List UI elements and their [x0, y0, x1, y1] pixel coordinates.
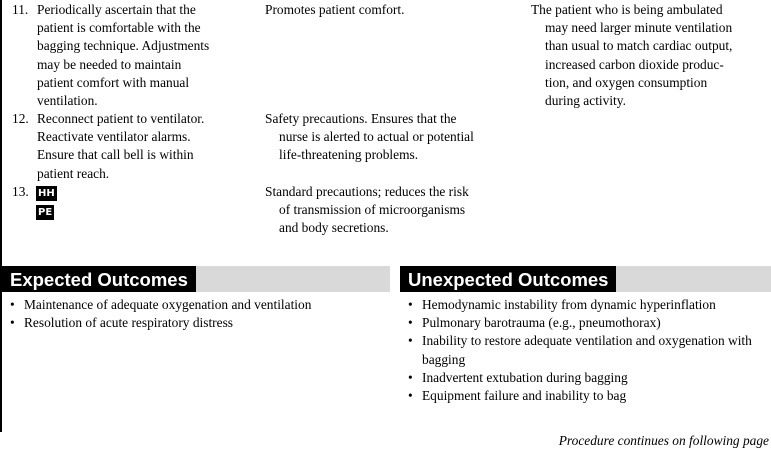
- special-line: The patient who is being ambulated: [531, 2, 723, 17]
- list-item: • Maintenance of adequate oxygenation and ventilation: [9, 296, 389, 314]
- expected-outcomes-header: [2, 266, 390, 292]
- step-rationale: [265, 110, 515, 165]
- step-action-line: Reconnect patient to ventilator.: [37, 111, 205, 126]
- rationale-line: Safety precautions. Ensures that the: [265, 111, 457, 126]
- step-action-line: Reactivate ventilator alarms.: [37, 129, 191, 145]
- step-special-considerations: [531, 1, 771, 110]
- rationale-line: nurse is alerted to actual or potential: [279, 129, 474, 145]
- step-action-line: patient reach.: [37, 165, 110, 181]
- step-action: [12, 183, 252, 221]
- step-action-line: patient comfort with manual: [37, 74, 190, 90]
- step-number: 13.: [12, 184, 29, 199]
- list-item: • Resolution of acute respiratory distress: [9, 314, 389, 332]
- unexpected-outcomes-header: [400, 266, 771, 292]
- list-item: • Hemodynamic instability from dynamic hyperinflation: [407, 296, 769, 314]
- step-action-line: patient is comfortable with the: [37, 20, 201, 36]
- special-line: tion, and oxygen consumption: [545, 74, 708, 90]
- step-action-line: ventilation.: [37, 93, 98, 109]
- header-fill: [616, 266, 771, 292]
- step-number: 12.: [12, 111, 29, 126]
- badge-row: [36, 183, 252, 202]
- list-item: • Pulmonary barotrauma (e.g., pneumothorax): [407, 314, 769, 332]
- step-action: [12, 1, 252, 110]
- special-line: increased carbon dioxide produc-: [545, 56, 724, 72]
- rationale-line: and body secretions.: [279, 220, 389, 236]
- list-item: • Inadvertent extubation during bagging: [407, 369, 769, 387]
- step-action-line: may be needed to maintain: [37, 56, 182, 72]
- step-action-line: Periodically ascertain that the: [37, 2, 196, 17]
- expected-outcomes-title: Expected Outcomes: [2, 266, 196, 292]
- rationale-line: of transmission of microorganisms: [279, 202, 466, 218]
- step-number: 11.: [12, 2, 29, 17]
- left-margin-rule: [0, 0, 2, 432]
- header-fill: [196, 266, 390, 292]
- step-action: [12, 110, 252, 183]
- step-rationale: [265, 183, 515, 238]
- personal-protective-equipment-icon: PE: [38, 207, 53, 218]
- list-item: • Equipment failure and inability to bag: [407, 387, 769, 405]
- unexpected-outcomes-list: [407, 296, 769, 405]
- special-line: than usual to match cardiac output,: [545, 38, 733, 54]
- unexpected-outcomes-title: Unexpected Outcomes: [400, 266, 616, 292]
- step-action-line: Ensure that call bell is within: [37, 147, 194, 163]
- step-rationale: [265, 1, 515, 19]
- rationale-text: Promotes patient comfort.: [265, 2, 405, 17]
- rationale-line: Standard precautions; reduces the risk: [265, 184, 469, 199]
- expected-outcomes-list: [9, 296, 389, 332]
- special-line: may need larger minute ventilation: [545, 20, 733, 36]
- rationale-line: life-threatening problems.: [279, 147, 419, 163]
- page-continuation-note: Procedure continues on following page: [558, 433, 769, 448]
- step-action-line: bagging technique. Adjustments: [37, 38, 210, 54]
- special-line: during activity.: [545, 93, 626, 109]
- hand-hygiene-icon: HH: [38, 188, 55, 199]
- list-item: • Inability to restore adequate ventilation and oxygenation with bagging: [407, 332, 769, 368]
- badge-row: [36, 202, 252, 221]
